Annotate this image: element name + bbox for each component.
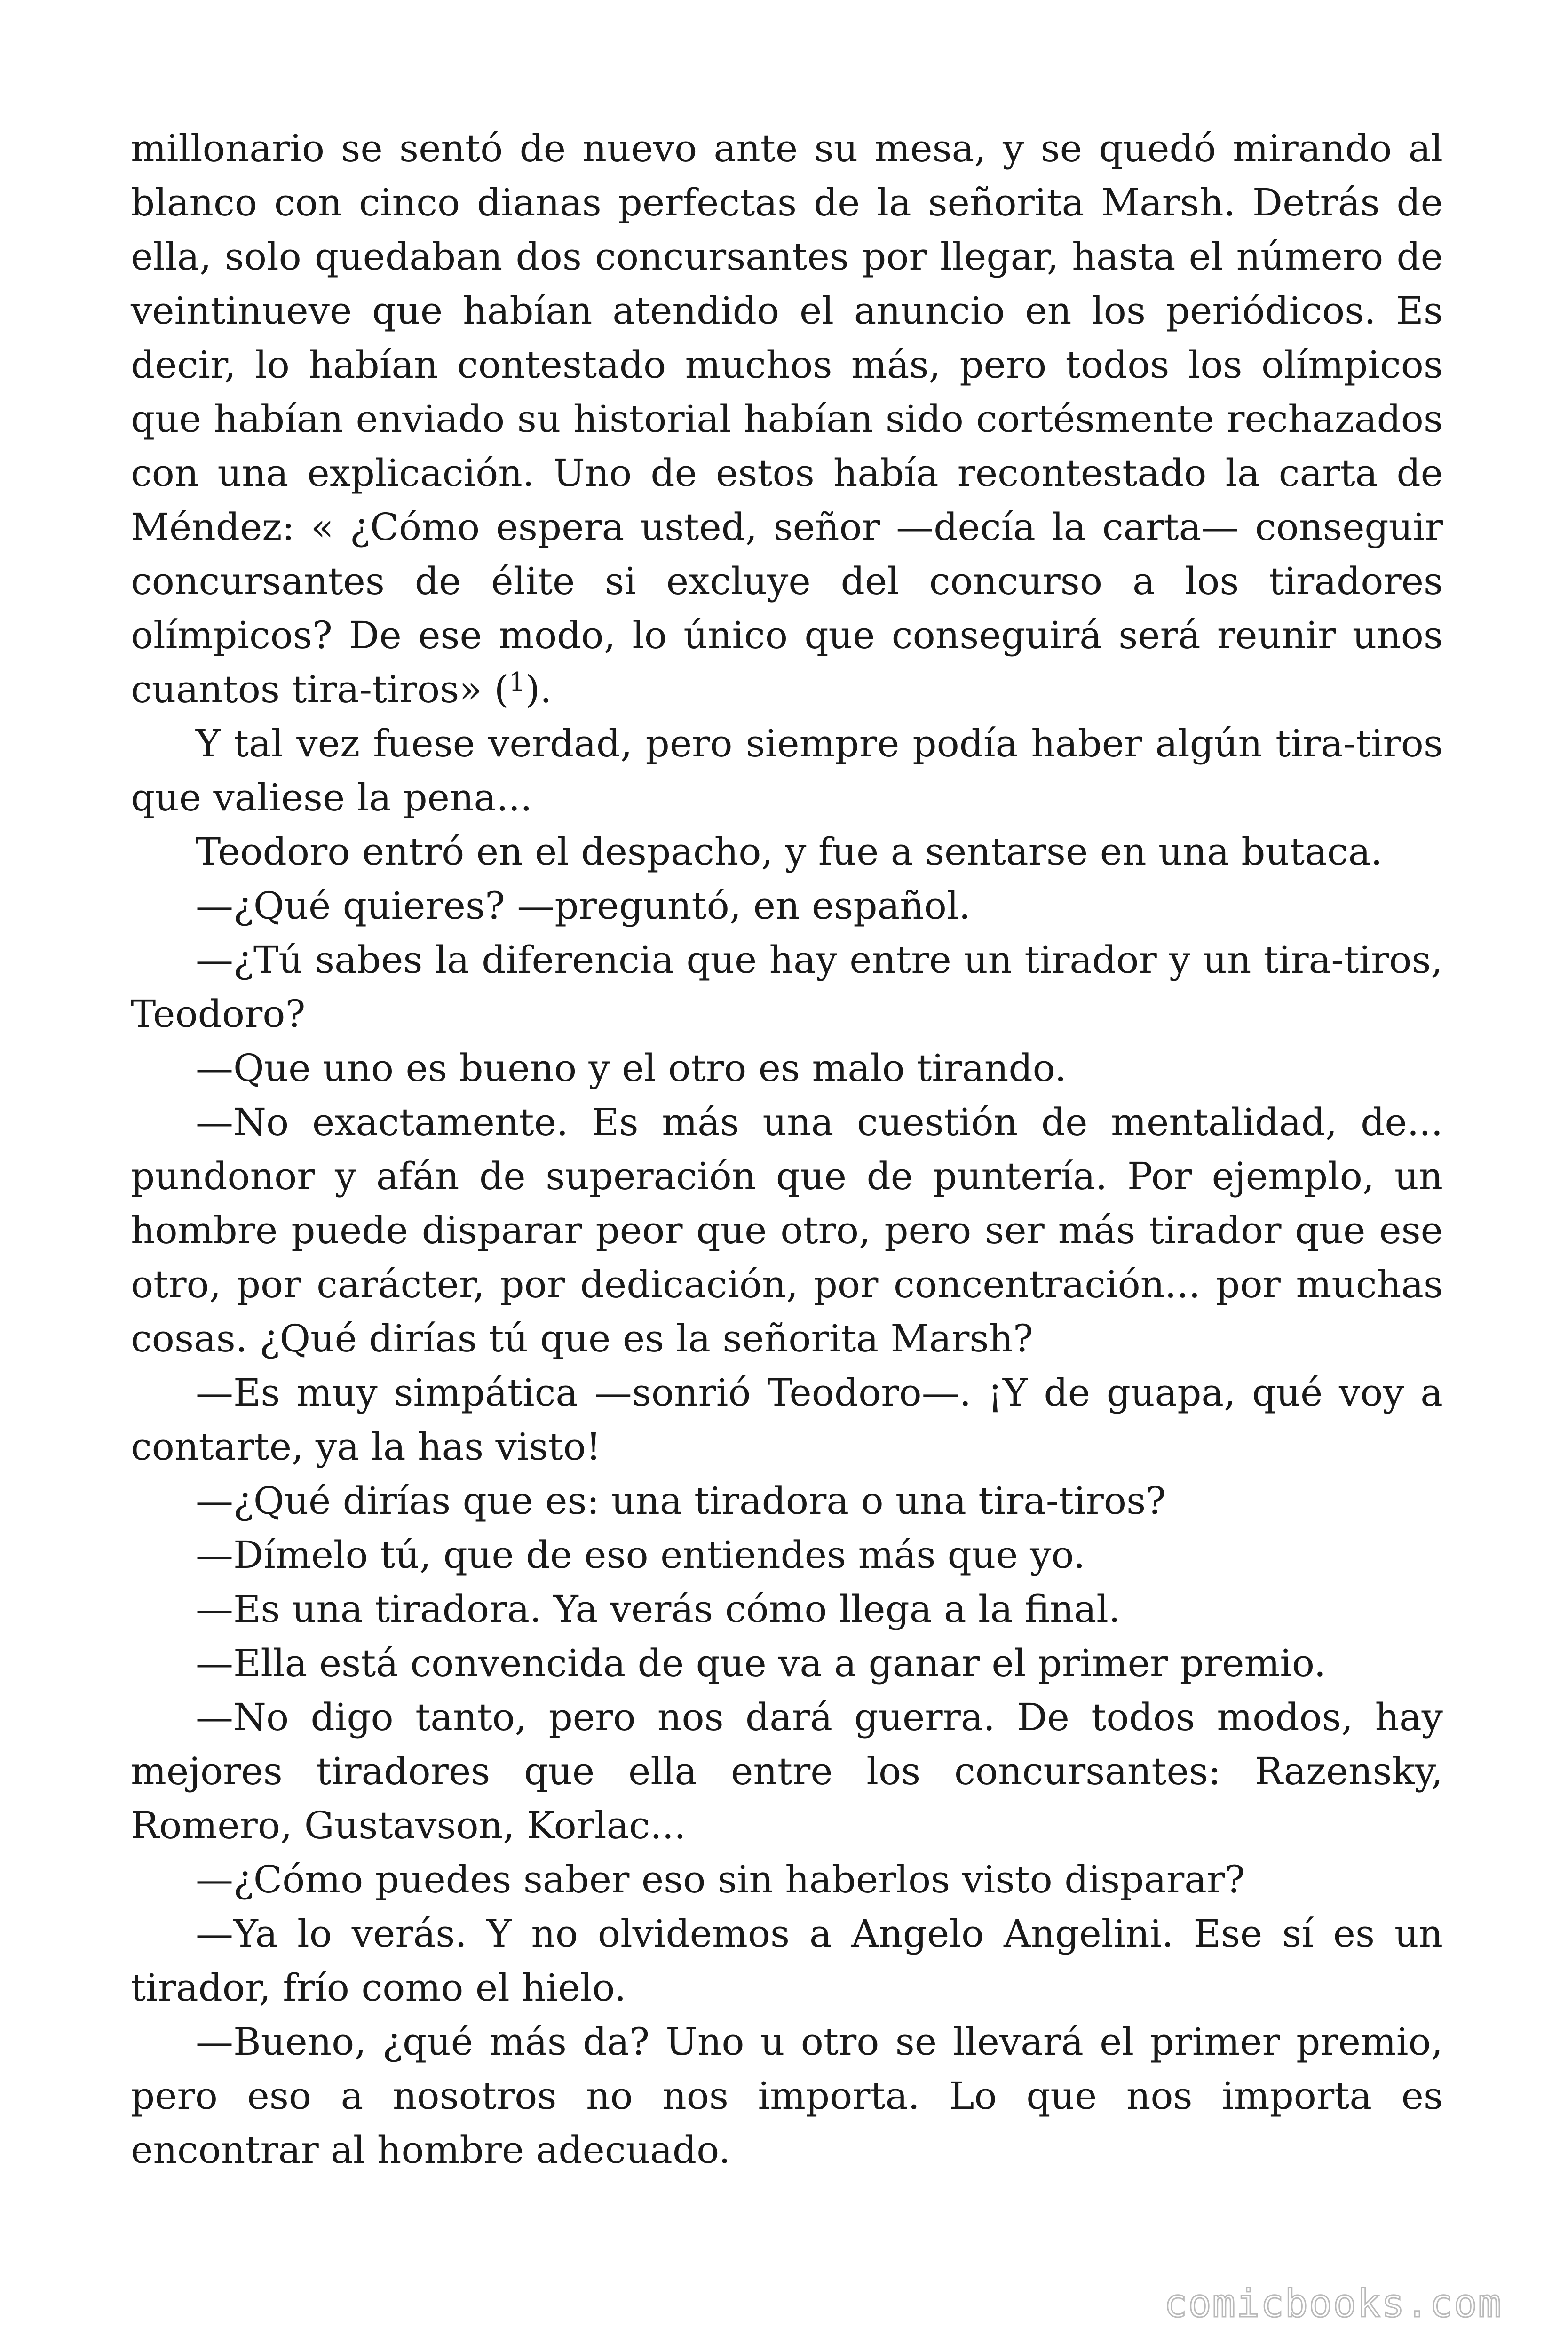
paragraph-text-tail: ). [525,667,552,711]
dialogue-line: —Que uno es bueno y el otro es malo tirando. [196,1046,1067,1090]
footnote-marker[interactable]: 1 [508,667,525,697]
dialogue-line: —Dímelo tú, que de eso entiendes más que yo. [196,1533,1085,1577]
paragraph: Y tal vez fuese verdad, pero siempre podía haber algún tira-tiros que valiese la pena... [131,722,1443,819]
dialogue-line: —¿Tú sabes la diferencia que hay entre un tirador y un tira-tiros, Teodoro? [131,938,1443,1036]
dialogue-line: —¿Qué quieres? —preguntó, en español. [196,884,971,928]
paragraph-text: millonario se sentó de nuevo ante su mesa, y se quedó mirando al blanco con cinco dianas perfectas de la señorita Marsh. Detrás de ella, solo quedaban dos concursantes por llegar, hasta el número de veintinueve que habían atendido el anuncio en los periódicos. Es decir, lo habían contestado muchos más, pero todos los olímpicos que habían enviado su historial habían sido cortésmente rechazados con una explicación. Uno de estos había recontestado la carta de Méndez: « ¿Cómo espera usted, señor —decía la carta— conseguir concursantes de élite si excluye del concurso a los tiradores olímpicos? De ese modo, lo único que conseguirá será reunir unos cuantos tira-tiros» ( [131,127,1443,711]
dialogue-line: —Es muy simpática —sonrió Teodoro—. ¡Y de guapa, qué voy a contarte, ya la has visto! [131,1371,1443,1469]
dialogue-line: —Es una tiradora. Ya verás cómo llega a la final. [196,1587,1121,1631]
dialogue-line: —¿Cómo puedes saber eso sin haberlos visto disparar? [196,1858,1245,1901]
dialogue-line: —Ya lo verás. Y no olvidemos a Angelo Angelini. Ese sí es un tirador, frío como el hielo. [131,1912,1443,2010]
page-body [131,121,1443,2177]
dialogue-line: —Bueno, ¿qué más da? Uno u otro se llevará el primer premio, pero eso a nosotros no nos importa. Lo que nos importa es encontrar al hombre adecuado. [131,2020,1443,2172]
dialogue-line: —¿Qué dirías que es: una tiradora o una tira-tiros? [196,1479,1166,1523]
paragraph [131,121,1443,716]
dialogue-line: —No exactamente. Es más una cuestión de mentalidad, de... pundonor y afán de superación que de puntería. Por ejemplo, un hombre puede disparar peor que otro, pero ser más tirador que ese otro, por carácter, por dedicación, por concentración... por muchas cosas. ¿Qué dirías tú que es la señorita Marsh? [131,1100,1443,1360]
dialogue-line: —No digo tanto, pero nos dará guerra. De todos modos, hay mejores tiradores que ella entre los concursantes: Razensky, Romero, Gustavson, Korlac... [131,1695,1443,1847]
watermark: comicbooks.com [1164,2281,1502,2326]
dialogue-line: —Ella está convencida de que va a ganar el primer premio. [196,1641,1326,1685]
paragraph: Teodoro entró en el despacho, y fue a sentarse en una butaca. [196,830,1383,874]
